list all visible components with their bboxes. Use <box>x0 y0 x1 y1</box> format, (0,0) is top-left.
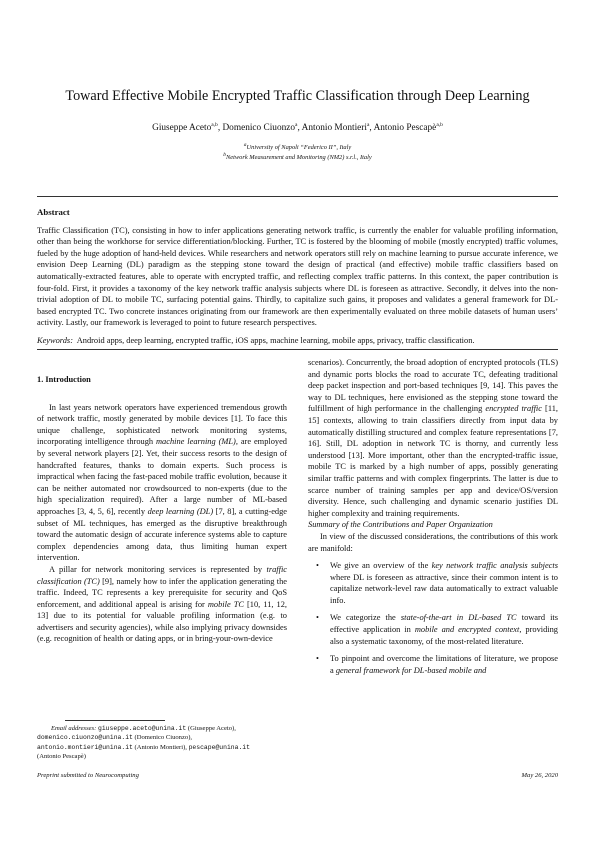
text-run: , are employed by several network players [2]. Yet, their success resorts to the design of handcrafted features, thanks to domain experts. Such process is impractical when facing the fast-paced mobile traffic evolution, because it can be neither automated nor crowdsourced to non-experts (due to the high specialization required). After a large number of ML-based approaches [3, 4, 5, 6], recently <box>37 437 287 516</box>
emphasis: machine learning (ML) <box>156 437 236 447</box>
keywords <box>37 335 558 347</box>
subsection-heading: Summary of the Contributions and Paper Organization <box>308 520 493 530</box>
affil-text: Network Measurement and Monitoring (NM2) s.r.l., Italy <box>226 154 372 161</box>
abstract-text: Traffic Classification (TC), consisting in how to infer applications generating network traffic, is currently the enabler for valuable profiling information, other than being the workhorse for service differentiation/blocking. Further, TC is fostered by the blooming of mobile (mostly encrypted) traffic volumes, fueled by the huge adoption of hand-held devices. While researchers and network operators still rely on machine learning to pursue accurate inference, we envision Deep Learning (DL) paradigm as the stepping stone toward the design of practical (and effective) mobile traffic classifiers based on automatically-extracted features, able to operate with encrypted traffic, and reflecting complex traffic patterns. In this context, the paper contribution is four-fold. First, it provides a taxonomy of the key network traffic analysis subjects where DL is foreseen as attractive. Secondly, it delves into the non-trivial adoption of DL to mobile TC, surfacing potential gains. Thirdly, to capitalize such gains, it proposes and validates a general framework for DL-based encrypted TC. Two concrete instances originating from our framework are then experimentally evaluated on three mobile datasets of human users’ activity. Lastly, our framework is leveraged to point to future research perspectives. <box>37 225 558 328</box>
text-run: , providing also a systematic taxonomy, of the most-related literature. <box>330 625 558 646</box>
footnote-label: Email addresses: <box>51 725 97 732</box>
text-run: toward its effective application in <box>330 613 559 635</box>
paragraph: In view of the discussed considerations, the contributions of this work are manifold: <box>308 531 558 553</box>
author-list: Giuseppe Aceto$^{a,b}$, Domenico Ciuonzo$^a$, Antonio Montieri$^a$, Antonio Pescapè$^{a,b}$ <box>152 121 443 133</box>
author-affil-mark: a <box>295 121 298 128</box>
text-run: [10, 11, 12, 13] due to its potential for valuable profiling information (e.g. to advertisers and security agencies), while also implying privacy downsides (e.g. recognition of health or dating apps, or in bring-your-own-device <box>37 599 287 644</box>
paragraph <box>308 357 558 519</box>
list-item <box>330 612 558 647</box>
abstract-rule <box>37 349 558 350</box>
emphasis: state-of-the-art in DL-based TC <box>400 613 517 623</box>
affil-mark: a <box>243 141 247 148</box>
emphasis: deep learning (DL) <box>147 506 214 516</box>
affiliations <box>0 143 595 163</box>
keywords-text: Android apps, deep learning, encrypted traffic, iOS apps, machine learning, mobile apps, privacy, traffic classification. <box>76 335 475 345</box>
author-name: Domenico Ciuonzo <box>222 123 296 133</box>
emphasis: key network traffic analysis subjects <box>431 561 558 571</box>
author-affil-mark: a,b <box>211 121 218 128</box>
emphasis: encrypted traffic <box>485 404 542 414</box>
email-owner: (Antonio Montieri), <box>134 743 187 751</box>
paragraph <box>37 402 287 564</box>
list-item <box>330 653 558 676</box>
author-name: Antonio Pescapè <box>373 123 437 133</box>
text-run: [11, 15] contexts, allowing to train classifiers directly from input data by automatically distilling structured and complex feature representations [7, 16]. Still, DL adoption in network TC is thorny, and currently less understood [13]. More important, other than the encrypted-traffic issue, mobile TC is marked by a high number of apps, possibly generating similar traffic patterns and with complex fingerprints. The latter is due to scarce number of training samples per app and device/OS/version diversity. Hence, such challenging and dynamic scenario justifies DL higher complexity and training requirements. <box>308 404 558 518</box>
email-address: domenico.ciuonzo@unina.it <box>37 734 133 742</box>
paragraph <box>37 564 287 645</box>
section-heading: 1. Introduction <box>37 375 91 384</box>
author-name: Giuseppe Aceto <box>152 123 212 133</box>
keywords-label: Keywords: <box>37 335 73 345</box>
text-run: We categorize the <box>330 613 401 623</box>
footnote <box>37 724 287 762</box>
email-address: giuseppe.aceto@unina.it <box>98 725 187 732</box>
text-run: where DL is foreseen as attractive, since their common intent is to capitalize network-level raw data automatically to extract valuable info. <box>330 572 558 605</box>
list-item <box>330 560 558 606</box>
paper-title: Toward Effective Mobile Encrypted Traffic Classification through Deep Learning <box>65 88 530 104</box>
affil-text: University of Napoli “Federico II”, Italy <box>246 144 352 151</box>
text-run: In last years network operators have experienced tremendous growth of network traffic, mostly generated by mobile devices [1]. To face this unique challenge, sophisticated network monitoring systems, incorporating intelligence through <box>37 402 287 447</box>
email-address: antonio.montieri@unina.it <box>37 743 133 751</box>
page-footer <box>37 772 558 779</box>
email-owner: (Domenico Ciuonzo), <box>134 734 193 742</box>
text-run: We give an overview of the <box>330 561 432 571</box>
text-run: To pinpoint and overcome the limitations of literature, we propose a <box>330 654 558 675</box>
affil-mark: b <box>223 151 227 158</box>
email-owner: (Giuseppe Aceto), <box>187 725 236 732</box>
text-run: [9], namely how to infer the application generating the traffic. Indeed, TC represents a key prerequisite for security and QoS enforcement, and additional appeal is arising for <box>37 576 287 609</box>
author-affil-mark: a <box>366 121 370 128</box>
top-rule <box>37 196 558 197</box>
emphasis: general framework for DL-based mobile and <box>335 665 487 675</box>
author-name: Antonio Montieri <box>301 123 367 133</box>
text-run: [7, 8], a cutting-edge subset of ML techniques, has emerged as the disruptive breakthrough toward the automatic design of accurate inference systems able to capture complex dependencies among data, thus limiting human expert intervention. <box>37 506 288 563</box>
emphasis: mobile TC <box>207 599 244 609</box>
affiliation <box>0 153 595 163</box>
text-run: A pillar for network monitoring services is represented by <box>49 564 267 574</box>
left-column <box>37 374 287 645</box>
text-run: scenarios). Concurrently, the broad adoption of encrypted protocols (TLS) and dynamic ports blocks the road to accurate TC, defeating traditional deep packet inspection and port-based techniques [9, 14]. This paves the way to DL techniques, here envisioned as the stepping stone toward the fulfillment of high performance in the challenging <box>308 358 558 414</box>
emphasis: traffic classification (TC) <box>37 564 287 586</box>
contribution-list <box>308 560 558 676</box>
preprint-note: Preprint submitted to Neurocomputing <box>37 772 139 779</box>
emphasis: mobile and encrypted context <box>414 625 520 635</box>
abstract-block <box>37 207 558 347</box>
footnote-rule <box>65 720 165 721</box>
abstract-heading: Abstract <box>37 207 70 217</box>
author-affil-mark: a,b <box>436 121 443 128</box>
email-address: pescape@unina.it <box>188 743 250 751</box>
right-column <box>308 357 558 682</box>
affiliation <box>0 143 595 153</box>
email-owner: (Antonio Pescapè) <box>37 753 86 761</box>
footer-date: May 26, 2020 <box>521 772 558 779</box>
